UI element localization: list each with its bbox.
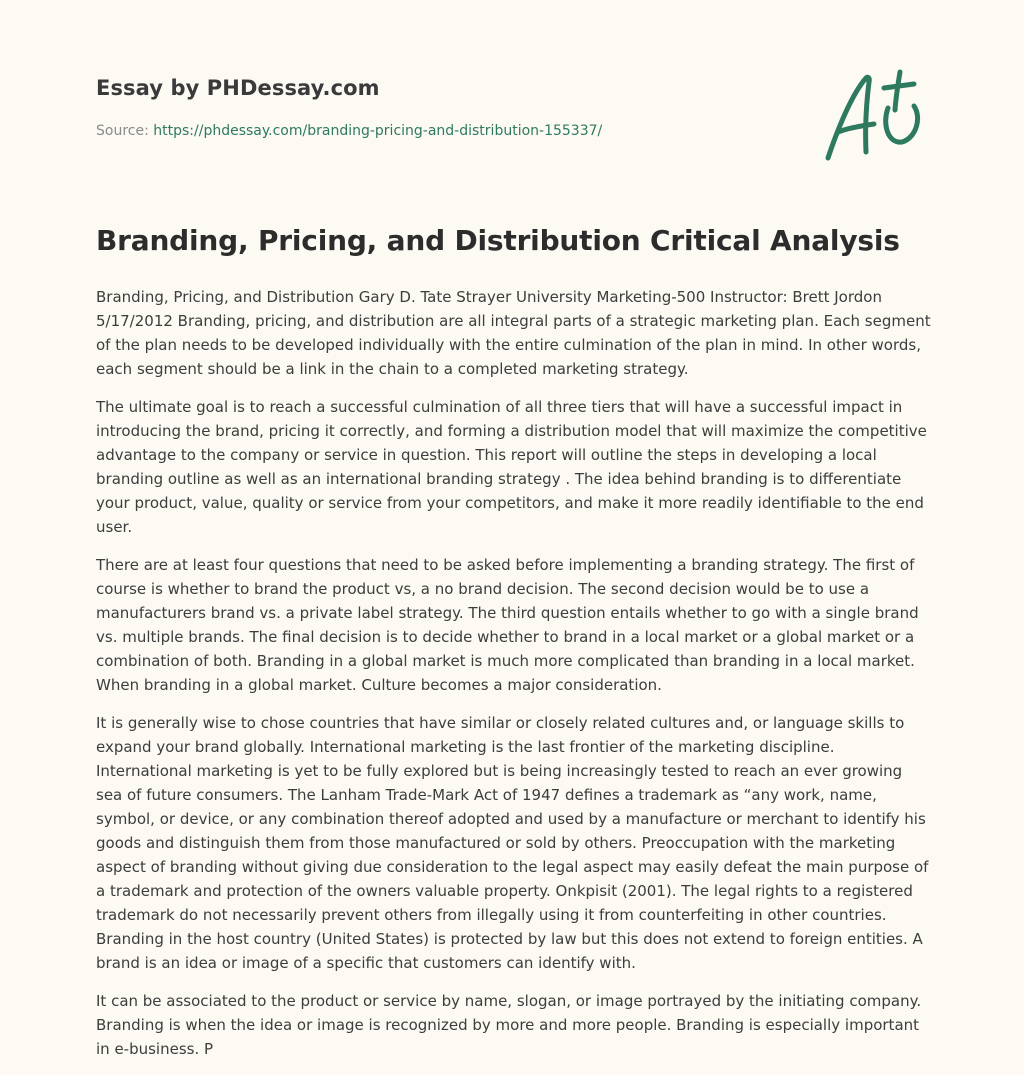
article-paragraph: It can be associated to the product or service by name, slogan, or image portrayed by the initiating company. Branding is when the idea or image is recognized by more and more people. Branding is especially important in e-business. P [96,992,922,1058]
source-link[interactable]: https://phdessay.com/branding-pricing-and-distribution-155337/ [153,123,603,139]
article-paragraph: Branding, Pricing, and Distribution Gary D. Tate Strayer University Marketing-500 Instructor: Brett Jordon 5/17/2012 Branding, pricing, and distribution are all integral parts of a strategic marketing plan. Each segment of the plan needs to be developed individually with the entire culmination of the plan in mind. In other words, each segment should be a link in the chain to a completed marketing strategy. [96,288,931,378]
source-line [96,123,602,139]
site-brand: Essay by PHDessay.com [96,76,380,100]
article-paragraph: It is generally wise to chose countries that have similar or closely related cultures and, or language skills to expand your brand globally. International marketing is the last frontier of the marketing discipline. International marketing is yet to be fully explored but is being increasingly tested to reach an ever growing sea of future consumers. The Lanham Trade-Mark Act of 1947 defines a trademark as “any work, name, symbol, or device, or any combination thereof adopted and used by a manufacture or merchant to identify his goods and distinguish them from those manufactured or sold by others. Preoccupation with the marketing aspect of branding without giving due consideration to the legal aspect may easily defeat the main purpose of a trademark and protection of the owners valuable property. Onkpisit (2001). The legal rights to a registered trademark do not necessarily prevent others from illegally using it from counterfeiting in other countries. Branding in the host country (United States) is protected by law but this does not extend to foreign entities. A brand is an idea or image of a specific that customers can identify with. [96,714,929,972]
article-title: Branding, Pricing, and Distribution Critical Analysis [96,224,900,257]
article-paragraph: There are at least four questions that need to be asked before implementing a branding strategy. The first of course is whether to brand the product vs, a no brand decision. The second decision would be to use a manufacturers brand vs. a private label strategy. The third question entails whether to go with a single brand vs. multiple brands. The final decision is to decide whether to brand in a local market or a global market or a combination of both. Branding in a global market is much more complicated than branding in a local market. When branding in a global market. Culture becomes a major consideration. [96,556,919,694]
a-plus-grade-icon [818,66,930,166]
article-paragraph: The ultimate goal is to reach a successful culmination of all three tiers that will have a successful impact in introducing the brand, pricing it correctly, and forming a distribution model that will maximize the competitive advantage to the company or service in question. This report will outline the steps in developing a local branding outline as well as an international branding strategy . The idea behind branding is to differentiate your product, value, quality or service from your competitors, and make it more readily identifiable to the end user. [96,398,927,536]
source-label: Source: [96,123,154,139]
article-body [96,285,932,1075]
